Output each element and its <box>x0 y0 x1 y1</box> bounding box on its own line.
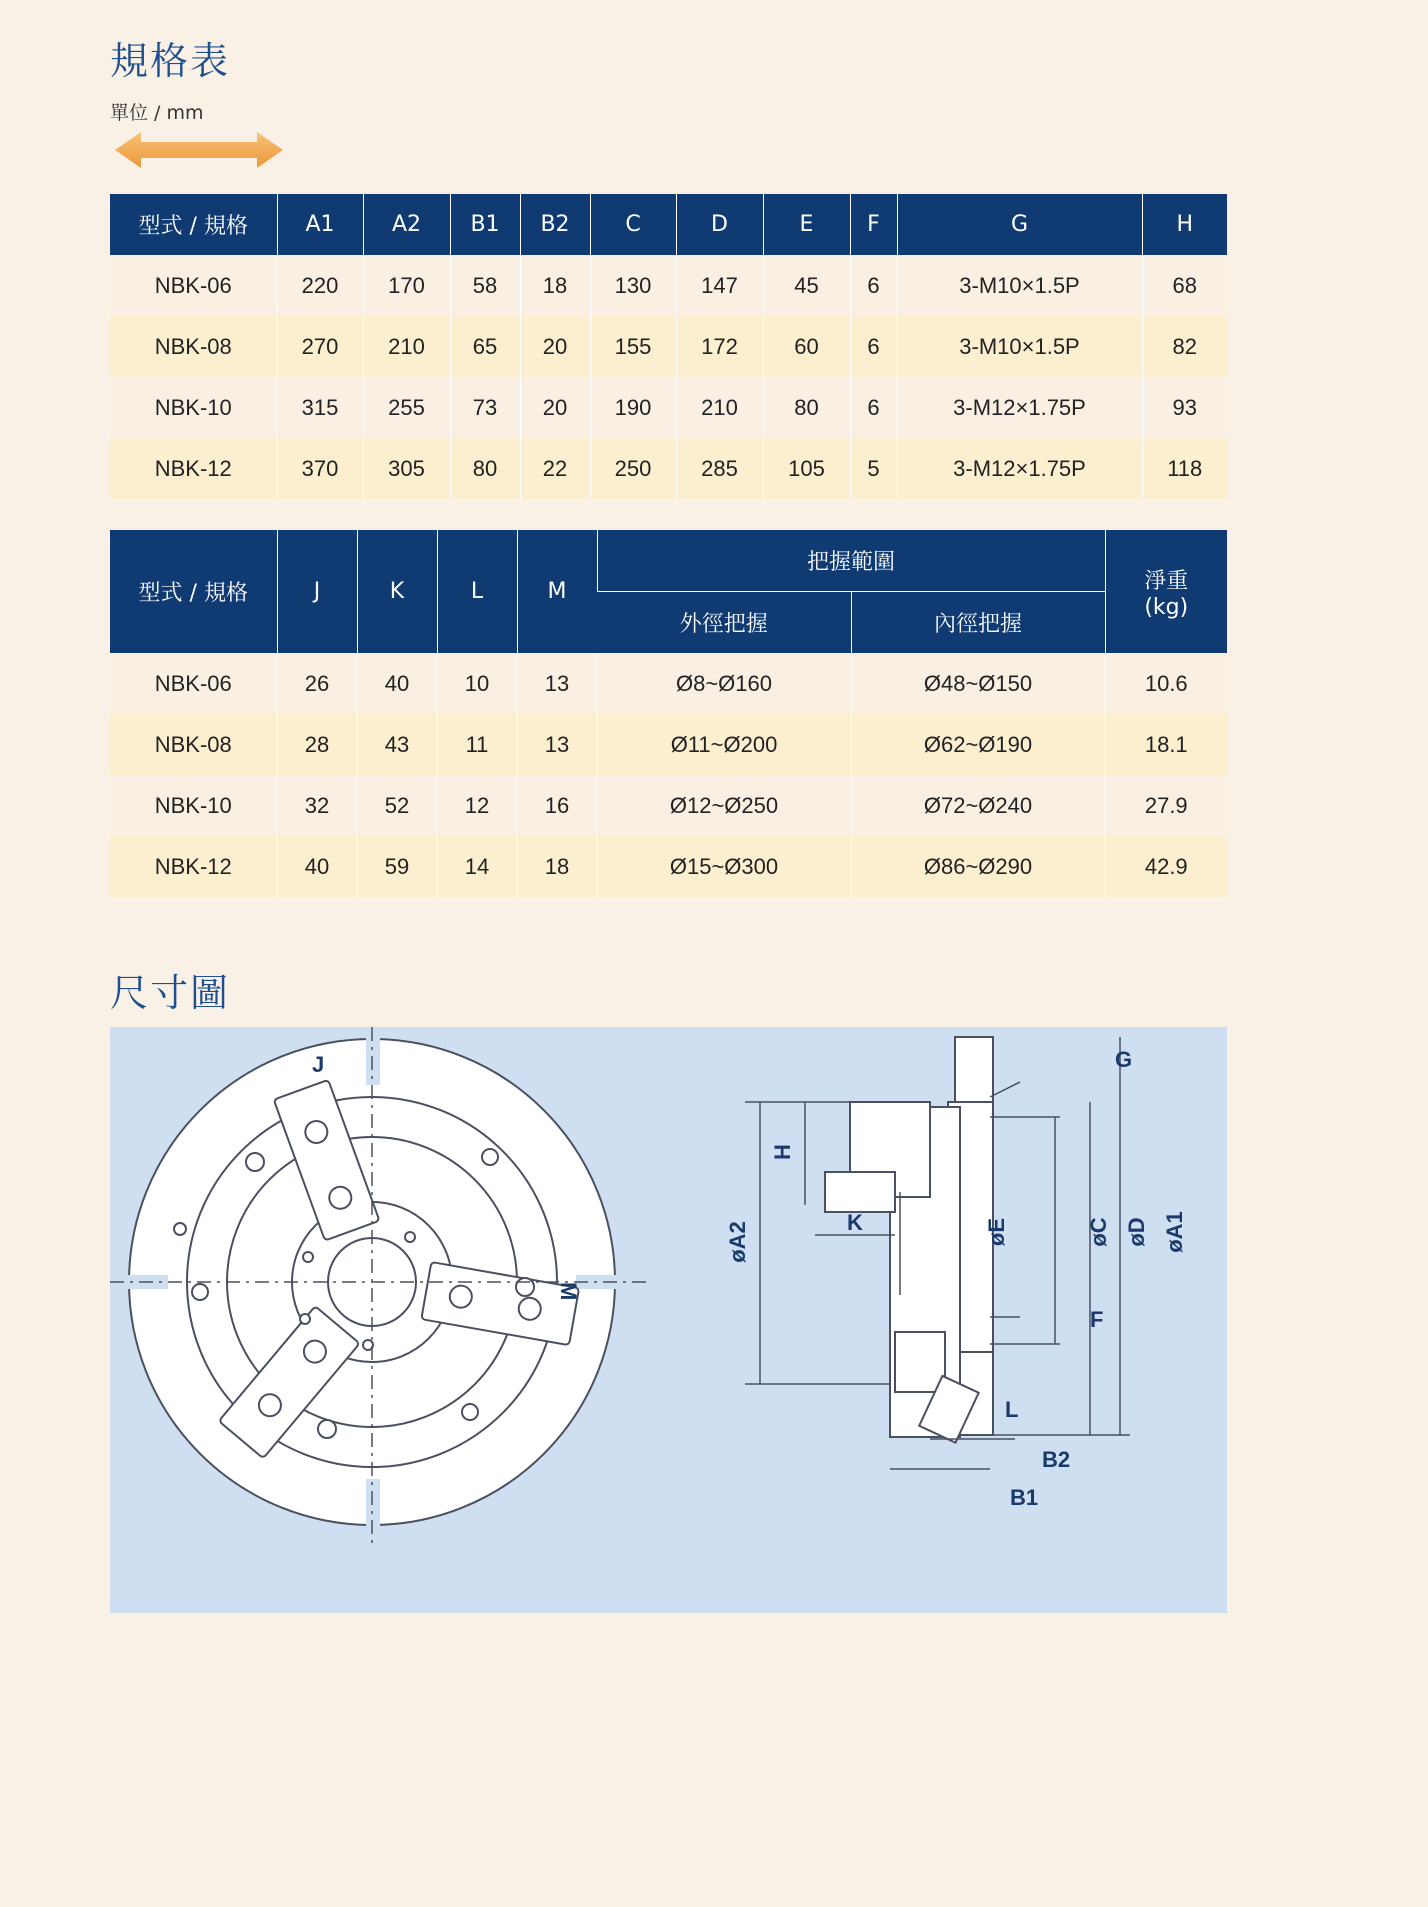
header-inner-grip: 內徑把握 <box>851 592 1105 654</box>
table-cell: 58 <box>450 255 520 316</box>
label-f: F <box>1090 1307 1104 1332</box>
table-cell: Ø8~Ø160 <box>597 653 851 714</box>
table-cell: 130 <box>590 255 676 316</box>
table-row <box>110 836 1227 897</box>
table-cell: 13 <box>517 653 597 714</box>
table-cell: Ø72~Ø240 <box>851 775 1105 836</box>
table-row <box>110 653 1227 714</box>
table-cell: 13 <box>517 714 597 775</box>
table-cell: 12 <box>437 775 517 836</box>
label-a2: øA2 <box>725 1221 750 1263</box>
spec-table <box>110 194 1227 499</box>
header-model: 型式 / 規格 <box>110 530 277 653</box>
table-cell: 3-M12×1.75P <box>897 438 1142 499</box>
table-cell: 80 <box>450 438 520 499</box>
table-cell: Ø62~Ø190 <box>851 714 1105 775</box>
header-col-4: B2 <box>520 194 590 255</box>
grip-table <box>110 530 1227 897</box>
table-cell: 40 <box>277 836 357 897</box>
header-col-10: H <box>1142 194 1227 255</box>
table-row <box>110 377 1227 438</box>
header-col-7: E <box>763 194 850 255</box>
table-cell: Ø11~Ø200 <box>597 714 851 775</box>
label-m: M <box>556 1282 581 1301</box>
table-cell: 6 <box>850 377 897 438</box>
table-cell: 18 <box>517 836 597 897</box>
table-cell: 3-M12×1.75P <box>897 377 1142 438</box>
label-l: L <box>1005 1397 1019 1422</box>
table-cell: Ø48~Ø150 <box>851 653 1105 714</box>
table-cell: 6 <box>850 316 897 377</box>
table-cell: 32 <box>277 775 357 836</box>
table-cell: 93 <box>1142 377 1227 438</box>
table-cell: 147 <box>676 255 763 316</box>
table-cell: NBK-10 <box>110 377 277 438</box>
table-cell: 40 <box>357 653 437 714</box>
table-row <box>110 775 1227 836</box>
table-cell: 20 <box>520 377 590 438</box>
table-cell: NBK-08 <box>110 316 277 377</box>
table-cell: 52 <box>357 775 437 836</box>
spec-table-title: 規格表 <box>110 39 231 83</box>
spec-table-header <box>110 194 1227 255</box>
table-cell: 27.9 <box>1105 775 1227 836</box>
header-m: M <box>517 530 597 653</box>
table-cell: 14 <box>437 836 517 897</box>
table-cell: 6 <box>850 255 897 316</box>
table-cell: 3-M10×1.5P <box>897 316 1142 377</box>
label-k: K <box>847 1210 863 1235</box>
table-cell: 210 <box>363 316 450 377</box>
table-cell: 42.9 <box>1105 836 1227 897</box>
label-e: øE <box>984 1217 1009 1247</box>
header-col-5: C <box>590 194 676 255</box>
table-cell: 305 <box>363 438 450 499</box>
table-row <box>110 255 1227 316</box>
table-cell: Ø86~Ø290 <box>851 836 1105 897</box>
table-cell: 3-M10×1.5P <box>897 255 1142 316</box>
label-h: H <box>770 1144 795 1160</box>
label-b2: B2 <box>1042 1447 1071 1472</box>
table-cell: 220 <box>277 255 363 316</box>
unit-label: 單位 / mm <box>110 102 204 124</box>
table-cell: 65 <box>450 316 520 377</box>
table-row <box>110 714 1227 775</box>
table-row <box>110 438 1227 499</box>
table-cell: 82 <box>1142 316 1227 377</box>
table-cell: 315 <box>277 377 363 438</box>
header-col-1: A1 <box>277 194 363 255</box>
weight-unit: (kg) <box>1144 594 1189 620</box>
table-cell: 22 <box>520 438 590 499</box>
table-cell: 190 <box>590 377 676 438</box>
side-jaw-lower <box>895 1332 945 1392</box>
table-cell: 210 <box>676 377 763 438</box>
header-col-6: D <box>676 194 763 255</box>
table-row <box>110 316 1227 377</box>
table-cell: 370 <box>277 438 363 499</box>
table-cell: 60 <box>763 316 850 377</box>
table-cell: 59 <box>357 836 437 897</box>
table-cell: 250 <box>590 438 676 499</box>
table-cell: 68 <box>1142 255 1227 316</box>
table-cell: 73 <box>450 377 520 438</box>
header-col-8: F <box>850 194 897 255</box>
label-j: J <box>312 1052 325 1077</box>
table-cell: 20 <box>520 316 590 377</box>
chuck-drawing <box>110 1027 1227 1613</box>
header-l: L <box>437 530 517 653</box>
table-cell: 11 <box>437 714 517 775</box>
table-cell: 5 <box>850 438 897 499</box>
table-cell: 43 <box>357 714 437 775</box>
table-cell: 170 <box>363 255 450 316</box>
label-d: øD <box>1124 1217 1149 1247</box>
table-cell: Ø12~Ø250 <box>597 775 851 836</box>
table-cell: 118 <box>1142 438 1227 499</box>
header-weight <box>1105 530 1227 653</box>
table-cell: 45 <box>763 255 850 316</box>
table-cell: NBK-12 <box>110 438 277 499</box>
header-k: K <box>357 530 437 653</box>
header-j: J <box>277 530 357 653</box>
header-col-2: A2 <box>363 194 450 255</box>
header-col-9: G <box>897 194 1142 255</box>
table-cell: NBK-10 <box>110 775 277 836</box>
header-grip-range: 把握範圍 <box>597 530 1105 592</box>
table-cell: 26 <box>277 653 357 714</box>
table-cell: 105 <box>763 438 850 499</box>
table-cell: NBK-08 <box>110 714 277 775</box>
table-cell: Ø15~Ø300 <box>597 836 851 897</box>
table-cell: 255 <box>363 377 450 438</box>
weight-label: 淨重 <box>1144 568 1189 594</box>
table-cell: 172 <box>676 316 763 377</box>
header-col-3: B1 <box>450 194 520 255</box>
header-col-0: 型式 / 規格 <box>110 194 277 255</box>
table-cell: NBK-12 <box>110 836 277 897</box>
table-cell: 270 <box>277 316 363 377</box>
grip-table-header <box>110 530 1227 592</box>
table-cell: 285 <box>676 438 763 499</box>
double-arrow-icon <box>115 132 285 168</box>
table-cell: NBK-06 <box>110 255 277 316</box>
table-cell: 10 <box>437 653 517 714</box>
label-g: G <box>1115 1047 1133 1072</box>
table-cell: 155 <box>590 316 676 377</box>
table-cell: 80 <box>763 377 850 438</box>
dimension-diagram <box>110 1027 1227 1613</box>
table-cell: 18.1 <box>1105 714 1227 775</box>
table-cell: 28 <box>277 714 357 775</box>
label-a1: øA1 <box>1162 1211 1187 1253</box>
label-c: øC <box>1086 1217 1111 1247</box>
table-cell: NBK-06 <box>110 653 277 714</box>
dimension-title: 尺寸圖 <box>110 971 231 1015</box>
table-cell: 16 <box>517 775 597 836</box>
label-b1: B1 <box>1010 1485 1039 1510</box>
table-cell: 10.6 <box>1105 653 1227 714</box>
table-cell: 18 <box>520 255 590 316</box>
header-outer-grip: 外徑把握 <box>597 592 851 654</box>
